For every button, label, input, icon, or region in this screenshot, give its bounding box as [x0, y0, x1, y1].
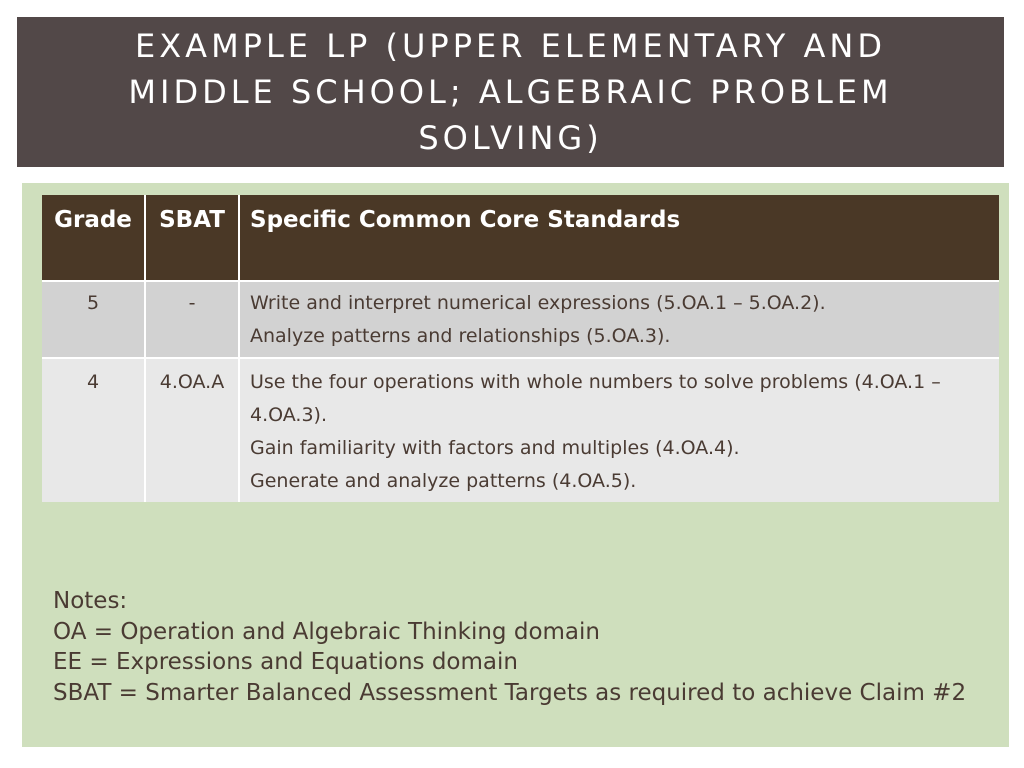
standard-item: Gain familiarity with factors and multiples (4.OA.4). [250, 437, 740, 459]
notes-block [53, 586, 983, 708]
content-panel [22, 183, 1009, 747]
grade-cell: 5 [42, 281, 145, 358]
standard-item: Use the four operations with whole numbers to solve problems (4.OA.1 – 4.OA.3). [250, 371, 941, 426]
note-item: EE = Expressions and Equations domain [53, 649, 518, 675]
sbat-cell: 4.OA.A [145, 358, 239, 502]
standard-item: Write and interpret numerical expressions (5.OA.1 – 5.OA.2). [250, 292, 826, 314]
title-banner [17, 17, 1004, 167]
table-row [42, 358, 999, 502]
table-header-row [42, 195, 999, 281]
standard-item: Generate and analyze patterns (4.OA.5). [250, 470, 637, 492]
header-standards: Specific Common Core Standards [239, 195, 999, 281]
standards-cell [239, 281, 999, 358]
header-sbat: SBAT [145, 195, 239, 281]
grade-cell: 4 [42, 358, 145, 502]
sbat-cell: - [145, 281, 239, 358]
slide-title: EXAMPLE LP (UPPER ELEMENTARY AND MIDDLE SCHOOL; ALGEBRAIC PROBLEM SOLVING) [128, 27, 893, 157]
notes-heading: Notes: [53, 588, 128, 614]
standards-table [42, 195, 999, 502]
header-grade: Grade [42, 195, 145, 281]
standards-cell [239, 358, 999, 502]
note-item: SBAT = Smarter Balanced Assessment Targets as required to achieve Claim #2 [53, 679, 967, 706]
note-item: OA = Operation and Algebraic Thinking domain [53, 618, 600, 645]
table-row [42, 281, 999, 358]
standard-item: Analyze patterns and relationships (5.OA.3). [250, 325, 671, 347]
